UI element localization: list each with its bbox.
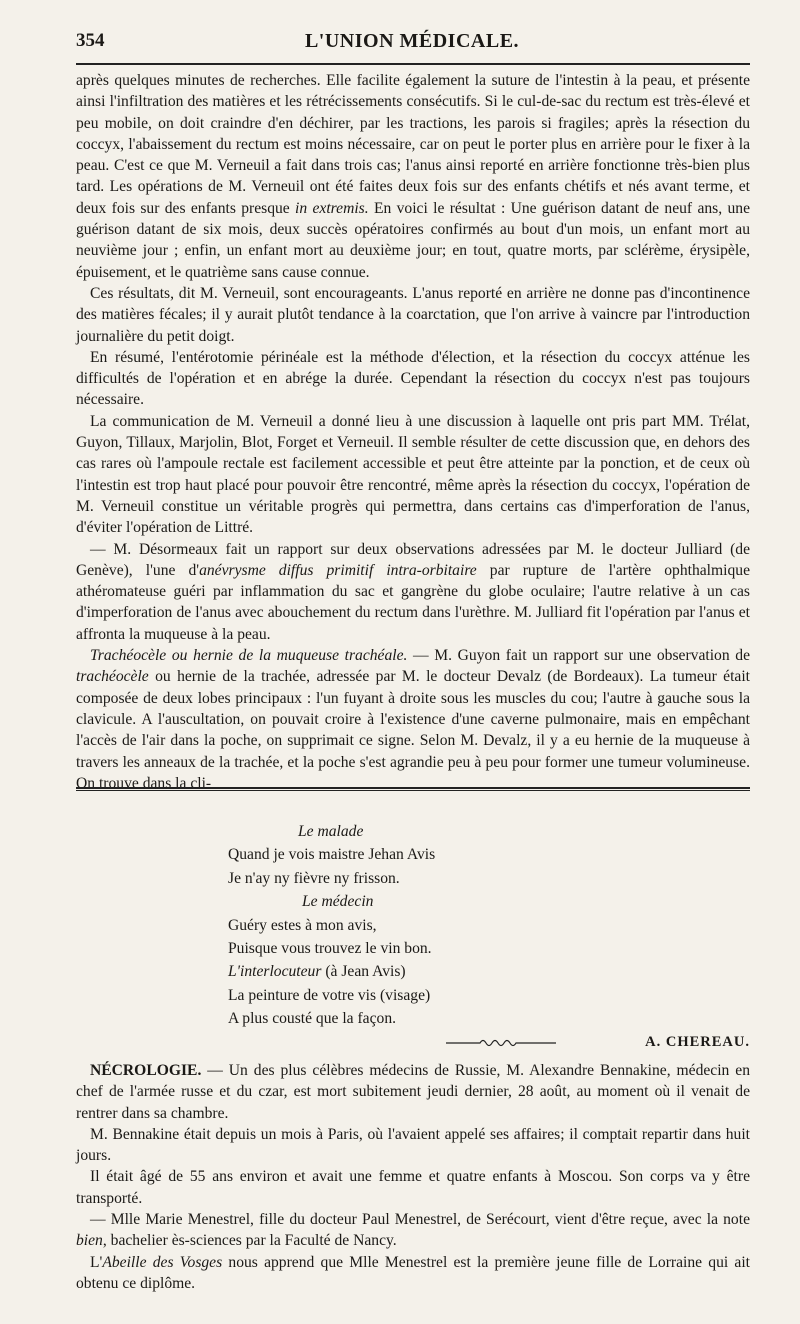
paragraph-3: En résumé, l'entérotomie périnéale est la méthode d'élection, et la résection du coccyx atténue les difficultés de l'opération et en abrége la durée. Cependant la résection du coccyx n'est pas toujours nécessaire. (76, 348, 750, 409)
verse-line: Quand je vois maistre Jehan Avis (228, 846, 436, 864)
journal-title: L'UNION MÉDICALE. (304, 30, 520, 52)
paragraph-5: — M. Désormeaux fait un rapport sur deux observations adressées par M. le docteur Julliard (de Genève), l'une d'anévrysme diffus primitif intra-orbitaire par rupture de l'artère ophthalmique athéromateuse guéri par inflammation du sac et gangrène du globe oculaire; l'autre relative à un cas d'imperforation de l'anus avec abouchement du rectum dans l'urèthre. M. Julliard fit l'opération par l'anus et affronta la muqueuse à la peau. (76, 540, 750, 643)
verse-line: Je n'ay ny fièvre ny frisson. (228, 869, 400, 887)
flourish-ornament (446, 1036, 556, 1050)
paragraph-1: après quelques minutes de recherches. Elle facilite également la suture de l'intestin à la peau, et présente ainsi l'infiltration des matières et les rétrécissements consécutifs. Si le cul-de-sac du rectum est très-élevé et peu mobile, on doit craindre d'en déchirer, par les tractions, les parois si fragiles; après la résection du coccyx, l'abaissement du rectum est moins nécessaire, car on peut le porter plus en arrière pour le fixer à la peau. C'est ce que M. Verneuil a fait dans trois cas; l'anus ainsi reporté en arrière fonctionne très-bien plus tard. Les opérations de M. Verneuil ont été faites deux fois sur des enfants chétifs et nés avant terme, et deux fois sur des enfants presque in extremis. En voici le résultat : Une guérison datant de neuf ans, une guérison datant de six mois, deux succès opératoires confirmés au bout d'un mois, un enfant mort au neuvième jour ; enfin, un enfant mort au deuxième jour; en tout, quatre morts, par sclérème, érysipèle, épuisement, et le quatrième sans cause connue. (76, 72, 750, 281)
verse-line: La peinture de votre vis (visage) (228, 986, 431, 1004)
speaker-label: L'interlocuteur (à Jean Avis) (228, 963, 406, 981)
paragraph-6: Trachéocèle ou hernie de la muqueuse trachéale. — M. Guyon fait un rapport sur une observation de trachéocèle ou hernie de la trachée, adressée par M. le docteur Devalz (de Bordeaux). La tumeur était composée de deux lobes principaux : l'un fuyant à droite sous les muscles du cou; l'autre à gauche sous la clavicule. A l'auscultation, on pouvait croire à l'existence d'une caverne pulmonaire, mais en empêchant l'accès de l'air dans la poche, on supprimait ce signe. Selon M. Devalz, il y a eu hernie de la muqueuse à travers les anneaux de la trachée, et la poche s'est agrandie peu à peu pour former une tumeur volumineuse. On trouve dans la cli- (76, 647, 750, 792)
page-number: 354 (76, 30, 105, 51)
news-section (76, 1060, 750, 1294)
paragraph-4: La communication de M. Verneuil a donné lieu à une discussion à laquelle ont pris part MM. Trélat, Guyon, Tillaux, Marjolin, Blot, Forget et Verneuil. Il semble résulter de cette discussion que, en dehors des cas rares où l'ampoule rectale est facilement accessible et peut être atteinte par la ponction, et de ceux où l'intestin est trop haut placé pour pouvoir être rencontré, même après la résection du coccyx, l'opération de M. Verneuil constitue un véritable progrès qui permettra, dans certains cas d'imperforation de l'anus, d'éviter l'opération de Littré. (76, 412, 750, 537)
verse-line: Puisque vous trouvez le vin bon. (228, 940, 432, 958)
verse-line: A plus cousté que la façon. (228, 1010, 397, 1028)
page-header (76, 30, 748, 60)
verse-line: Guéry estes à mon avis, (228, 916, 377, 934)
news-paragraph: M. Bennakine était depuis un mois à Paris, où l'avaient appelé ses affaires; il comptait repartir dans huit jours. (76, 1125, 750, 1165)
obituary-paragraph: NÉCROLOGIE. — Un des plus célèbres médecins de Russie, M. Alexandre Bennakine, médecin en chef de l'armée russe et du czar, est mort subitement jeudi dernier, 28 août, au moment où il venait de rentrer dans sa chambre. (76, 1062, 750, 1122)
header-rule (76, 63, 750, 65)
section-rule (76, 787, 750, 791)
article-body (76, 70, 750, 794)
news-paragraph: L'Abeille des Vosges nous apprend que Mlle Menestrel est la première jeune fille de Lorraine qui ait obtenu ce diplôme. (76, 1253, 750, 1292)
paragraph-2: Ces résultats, dit M. Verneuil, sont encourageants. L'anus reporté en arrière ne donne pas d'incontinence des matières fécales; il y aurait plutôt tendance à la coarctation, que l'on arrive à vaincre par l'introduction journalière du petit doigt. (76, 284, 750, 345)
speaker-label: Le malade (298, 823, 364, 840)
news-paragraph: — Mlle Marie Menestrel, fille du docteur Paul Menestrel, de Serécourt, vient d'être reçue, avec la note bien, bachelier ès-sciences par la Faculté de Nancy. (76, 1211, 750, 1250)
feuilleton-verse (76, 820, 750, 1054)
speaker-label: Le médecin (302, 893, 374, 911)
news-paragraph: Il était âgé de 55 ans environ et avait une femme et quatre enfants à Moscou. Son corps va y être transporté. (76, 1168, 750, 1207)
author-signature: A. CHEREAU. (645, 1033, 750, 1050)
